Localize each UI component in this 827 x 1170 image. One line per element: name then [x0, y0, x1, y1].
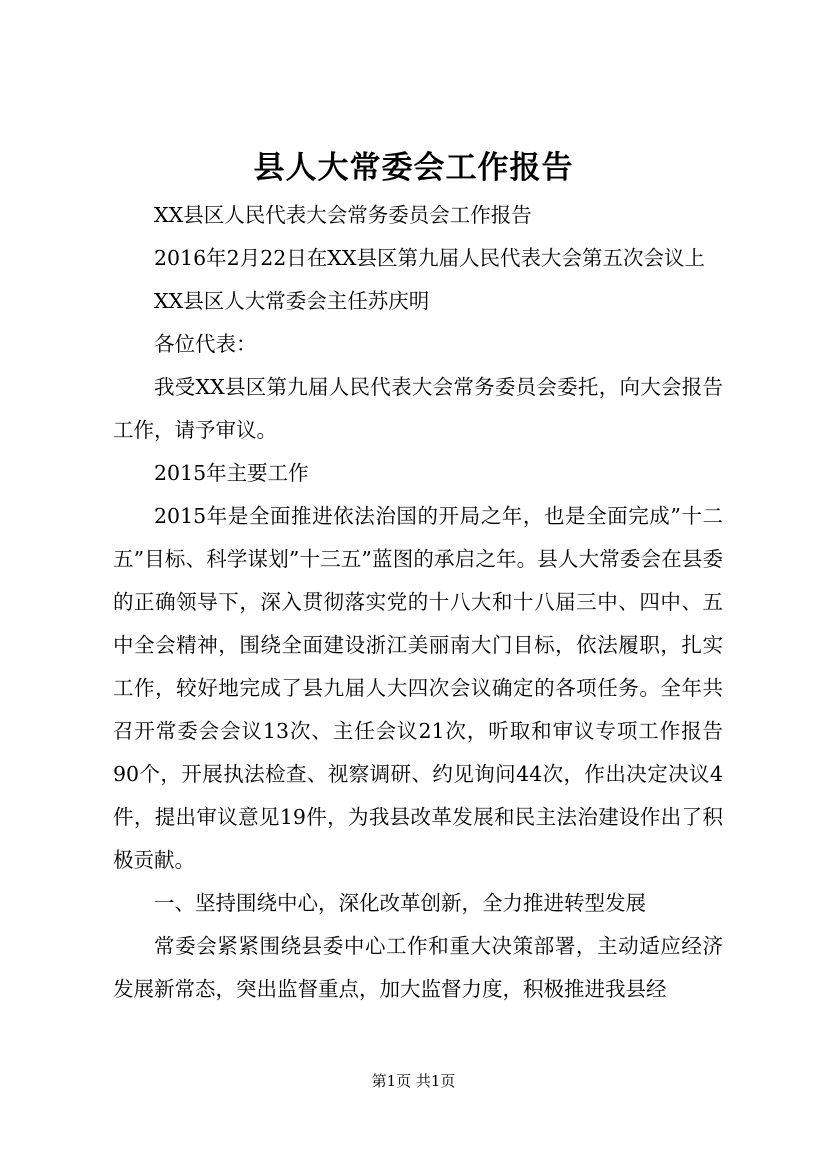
page-footer: 第1页 共1页 — [371, 1072, 456, 1090]
section-heading-2015: 2015年主要工作 — [154, 461, 309, 485]
paragraph-intro: 我受XX县区第九届人民代表大会常务委员会委托，向大会报告工作，请予审议。 — [113, 375, 723, 442]
document-body — [113, 194, 723, 1011]
paragraph-report-heading: XX县区人民代表大会常务委员会工作报告 — [154, 203, 532, 227]
paragraph-speaker: XX县区人大常委会主任苏庆明 — [154, 289, 430, 313]
section-heading-one: 一、坚持围绕中心，深化改革创新，全力推进转型发展 — [154, 891, 646, 915]
paragraph-2015-summary: 2015年是全面推进依法治国的开局之年，也是全面完成”十二五”目标、科学谋划”十三五”蓝图的承启之年。县人大常委会在县委的正确领导下，深入贯彻落实党的十八大和十八届三中、四中、五中全会精神，围绕全面建设浙江美丽南大门目标，依法履职，扎实工作，较好地完成了县九届人大四次会议确定的各项任务。全年共召开常委会会议13次、主任会议21次，听取和审议专项工作报告90个，开展执法检查、视察调研、约见询问44次，作出决定决议4件，提出审议意见19件，为我县改革发展和民主法治建设作出了积极贡献。 — [113, 504, 723, 872]
document-title: 县人大常委会工作报告 — [253, 150, 574, 186]
paragraph-section-one: 常委会紧紧围绕县委中心工作和重大决策部署，主动适应经济发展新常态，突出监督重点，加大监督力度，积极推进我县经 — [113, 934, 723, 1001]
paragraph-salutation: 各位代表： — [154, 332, 257, 356]
paragraph-meeting-date: 2016年2月22日在XX县区第九届人民代表大会第五次会议上 — [154, 246, 705, 270]
